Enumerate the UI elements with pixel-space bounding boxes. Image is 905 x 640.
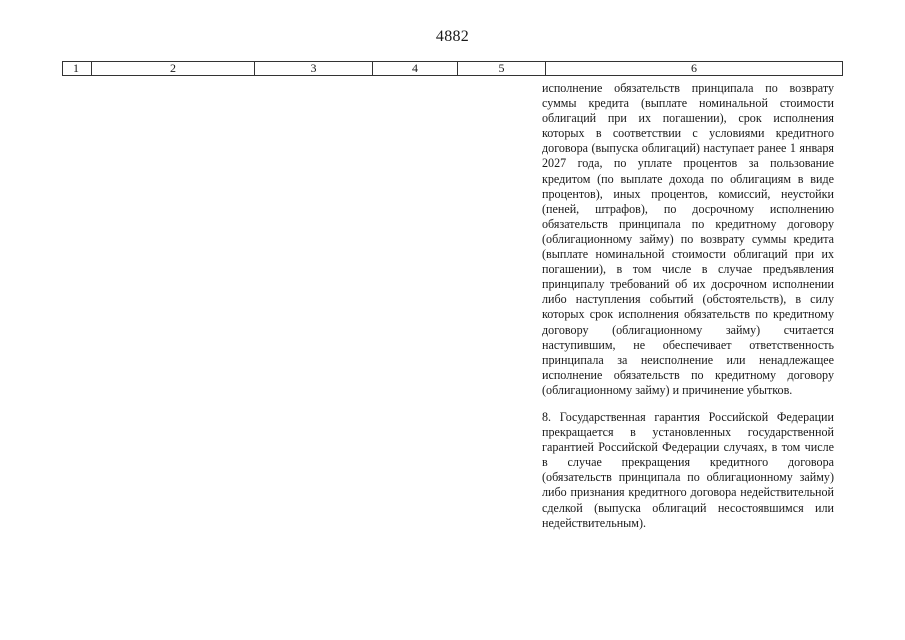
column-number-4: 4 bbox=[373, 62, 458, 76]
column-header-table bbox=[62, 61, 843, 76]
paragraph-item-8: 8. Государственная гарантия Российской Федерации прекращается в установленных государственной гарантией Российской Федерации случаях, в том числе в случае прекращения кредитного договора (обязательств принципала по облигационному займу) либо признания кредитного договора недействительной сделкой (выпуска облигаций несостоявшимся или недействительным). bbox=[542, 409, 834, 530]
column-6-text bbox=[542, 81, 834, 531]
column-number-6: 6 bbox=[546, 62, 843, 76]
header-row bbox=[63, 62, 843, 76]
column-number-1: 1 bbox=[63, 62, 92, 76]
column-number-2: 2 bbox=[92, 62, 255, 76]
column-number-5: 5 bbox=[458, 62, 546, 76]
paragraph-continuation: исполнение обязательств принципала по возврату суммы кредита (выплате номинальной стоимости облигаций при их погашении), срок исполнения которых в соответствии с условиями кредитного договора (выпуска облигаций) наступает ранее 1 января 2027 года, по уплате процентов за пользование кредитом (по выплате дохода по облигациям в виде процентов), иных процентов, комиссий, неустойки (пеней, штрафов), по досрочному исполнению обязательств принципала по кредитному договору (облигационному займу) по возврату суммы кредита (выплате номинальной стоимости облигаций при их погашении), в том числе в случае предъявления принципалу требований об их досрочном исполнении либо наступления событий (обстоятельств), в силу которых срок исполнения обязательств по кредитному договору (облигационному займу) считается наступившим, не обеспечивает ответственность принципала за неисполнение или ненадлежащее исполнение обязательств по кредитному договору (облигационному займу) и причинение убытков. bbox=[542, 81, 834, 397]
page-number: 4882 bbox=[435, 28, 470, 45]
column-number-3: 3 bbox=[255, 62, 373, 76]
